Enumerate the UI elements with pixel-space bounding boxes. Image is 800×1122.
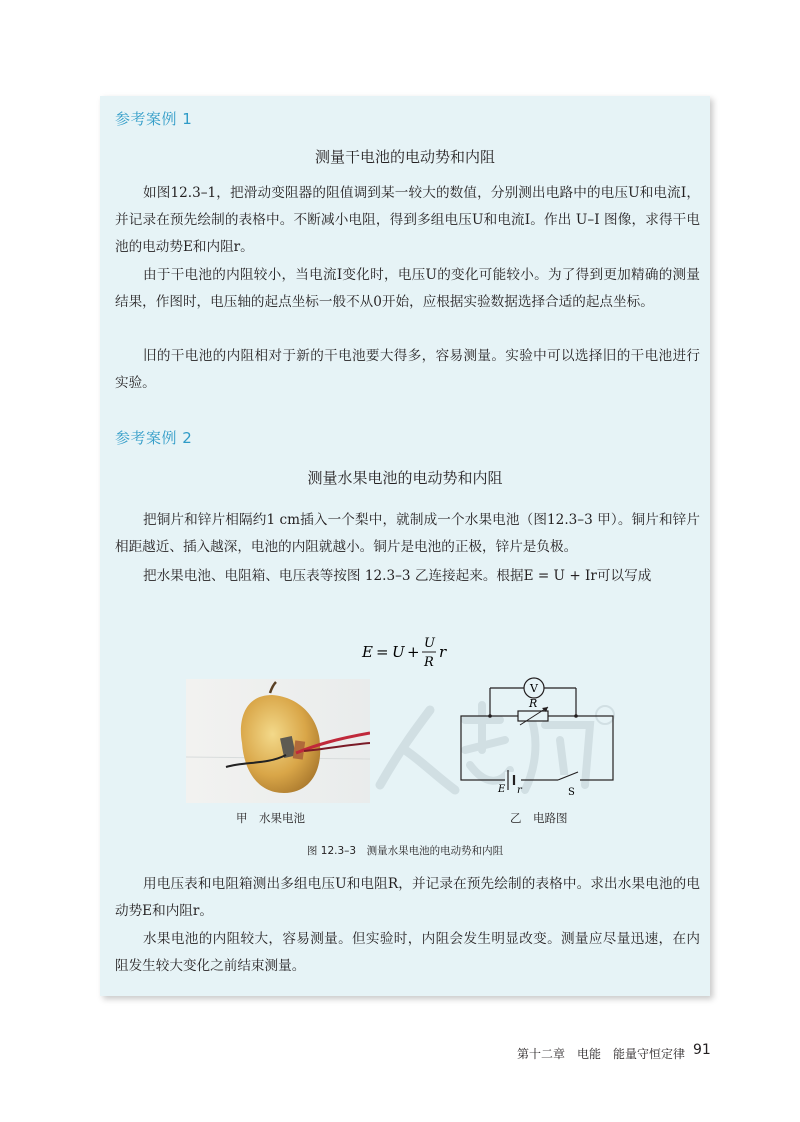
case-1-paragraph-1: 如图12.3–1，把滑动变阻器的阻值调到某一较大的数值，分别测出电路中的电压U和电流I，并记录在预先绘制的表格中。不断减小电阻，得到多组电压U和电流I。作出 U–I 图像，求得干电池的电动势E和内阻r。: [115, 185, 700, 255]
case-2-paragraph-3: 用电压表和电阻箱测出多组电压U和电阻R，并记录在预先绘制的表格中。求出水果电池的电动势E和内阻r。: [115, 876, 700, 919]
case-2-paragraph-1: 把铜片和锌片相隔约1 cm插入一个梨中，就制成一个水果电池（图12.3–3 甲）。铜片和锌片相距越近、插入越深，电池的内阻就越小。铜片是电池的正极，锌片是负极。: [115, 512, 700, 555]
footer-chapter: 第十二章 电能 能量守恒定律: [517, 1047, 686, 1061]
voltmeter-label: V: [530, 682, 538, 695]
figure-caption-b: 乙 电路图: [510, 811, 568, 825]
case-1-title: 测量干电池的电动势和内阻: [314, 148, 495, 166]
case-2-paragraph-2: 把水果电池、电阻箱、电压表等按图 12.3–3 乙连接起来。根据E = U + Ir可以写成: [143, 568, 652, 584]
case-2-title: 测量水果电池的电动势和内阻: [307, 469, 503, 487]
resistor-label: R: [529, 697, 538, 710]
formula-equals: =: [376, 643, 389, 661]
circuit-diagram: [450, 672, 620, 804]
resistor-box-icon: [518, 711, 548, 721]
formula: [360, 632, 470, 676]
formula-lhs: E: [362, 643, 373, 661]
case-1-label: 参考案例 1: [115, 110, 193, 128]
pear-battery-photo: [186, 679, 370, 803]
formula-plus: +: [407, 643, 420, 661]
case-2-paragraph-4: 水果电池的内阻较大，容易测量。但实验时，内阻会发生明显改变。测量应尽量迅速，在内阻发生较大变化之前结束测量。: [115, 931, 700, 974]
figure-caption-a: 甲 水果电池: [236, 811, 305, 825]
case-1-paragraph-3: 旧的干电池的内阻相对于新的干电池要大得多，容易测量。实验中可以选择旧的干电池进行实验。: [115, 348, 700, 391]
figure-title: 图 12.3–3 测量水果电池的电动势和内阻: [306, 845, 504, 857]
formula-denominator: R: [424, 655, 434, 670]
case-2-label: 参考案例 2: [115, 429, 193, 447]
circuit-outline: [461, 716, 613, 780]
formula-factor: r: [439, 643, 447, 661]
emf-label: E: [498, 784, 506, 795]
page-number: 91: [693, 1042, 711, 1058]
switch-label: S: [568, 787, 575, 798]
formula-numerator: U: [424, 636, 435, 651]
formula-term-u: U: [392, 643, 405, 661]
internal-resistance-label: r: [517, 785, 522, 796]
case-1-paragraph-2: 由于干电池的内阻较小，当电流I变化时，电压U的变化可能较小。为了得到更加精确的测量结果，作图时，电压轴的起点坐标一般不从0开始，应根据实验数据选择合适的起点坐标。: [115, 267, 700, 310]
